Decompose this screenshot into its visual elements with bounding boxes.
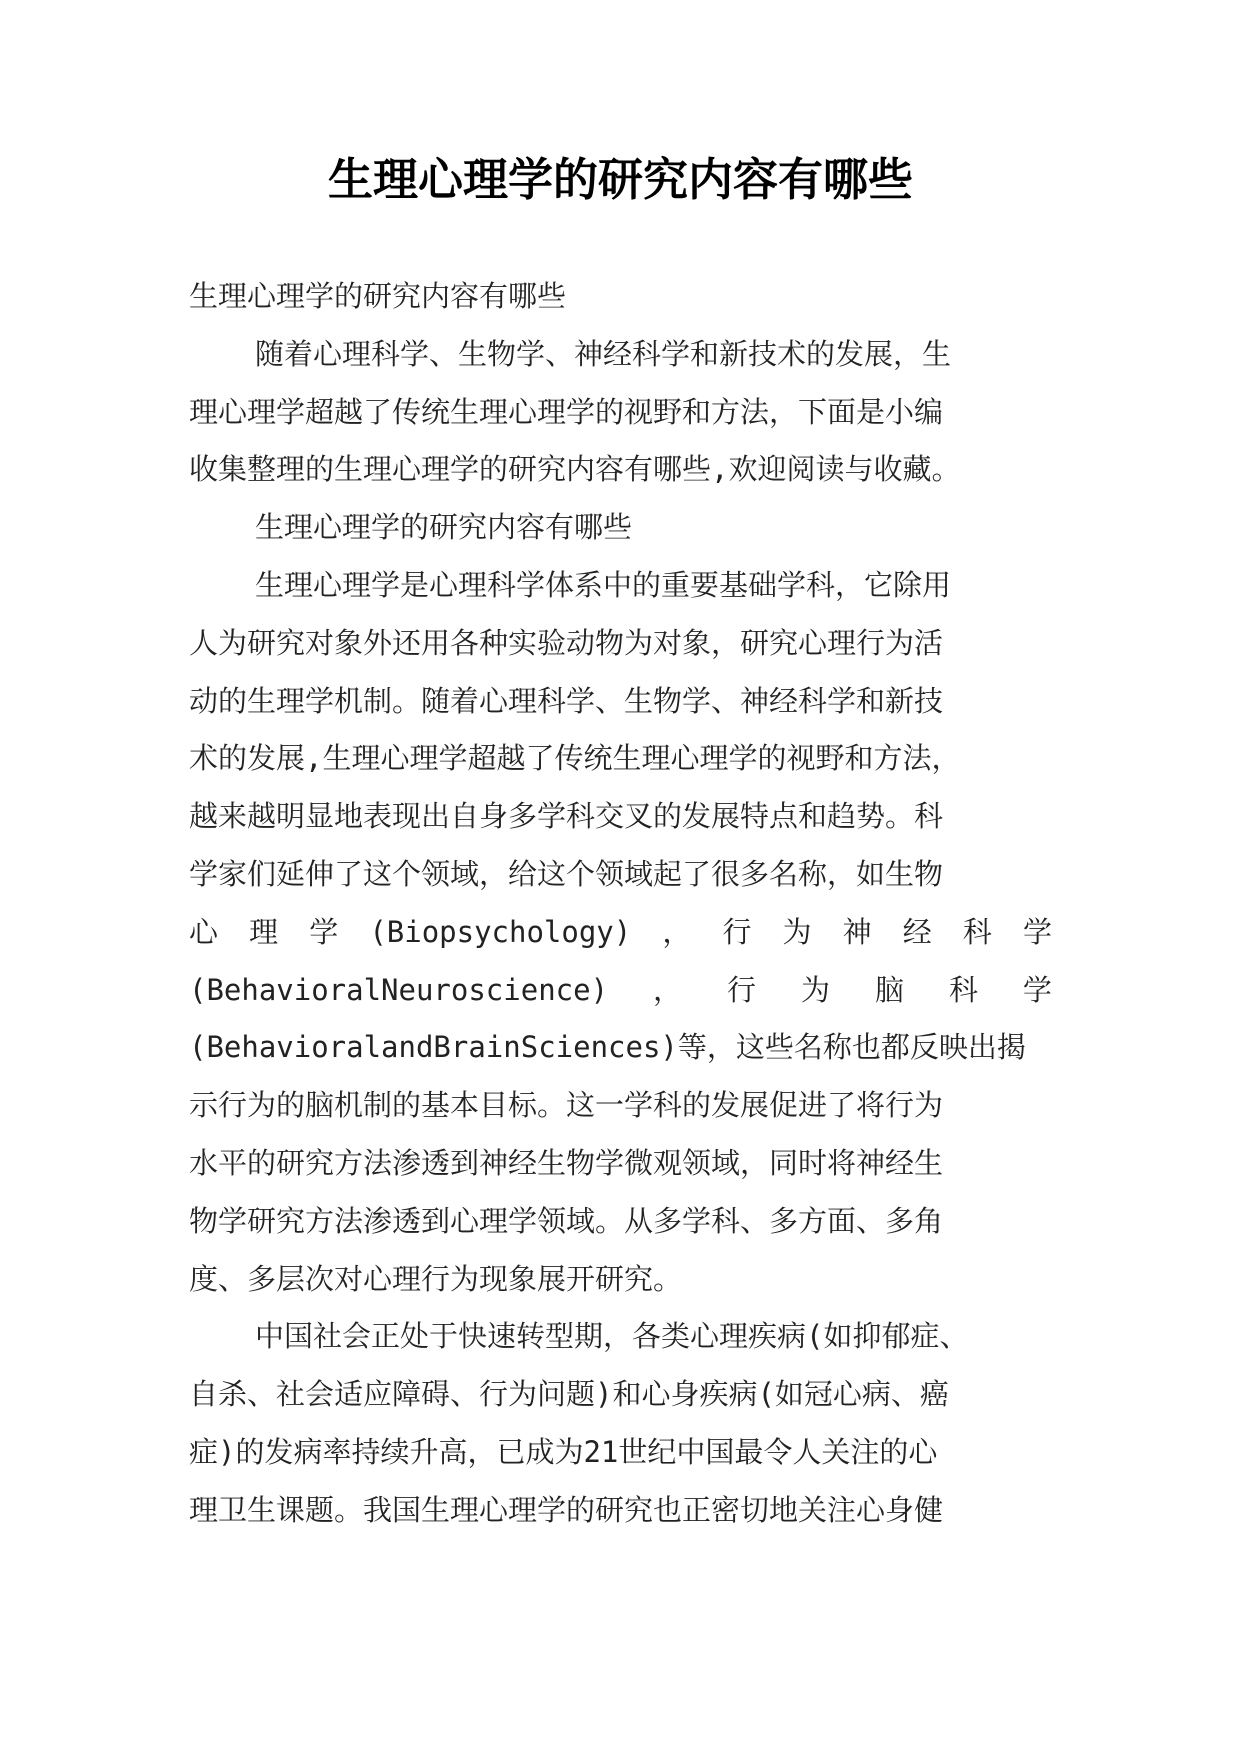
document-title: 生理心理学的研究内容有哪些 — [327, 153, 913, 206]
text-fragment: 为 — [800, 972, 830, 1007]
text-fragment: 神 — [842, 914, 872, 949]
text-fragment: ， — [653, 972, 683, 1007]
text-fragment: 科 — [962, 914, 992, 949]
text-fragment: 学 — [1022, 914, 1052, 949]
text-line: 理心理学超越了传统生理心理学的视野和方法，下面是小编 — [189, 394, 944, 429]
text-line: 生理心理学的研究内容有哪些 — [255, 510, 633, 545]
text-fragment: 学 — [309, 914, 339, 949]
text-line — [189, 904, 1052, 962]
text-line: 示行为的脑机制的基本目标。这一学科的发展促进了将行为 — [189, 1088, 944, 1123]
text-line — [189, 962, 1052, 1020]
text-line: 术的发展,生理心理学超越了传统生理心理学的视野和方法， — [189, 741, 961, 776]
text-line: 理卫生课题。我国生理心理学的研究也正密切地关注心身健 — [189, 1492, 944, 1527]
text-fragment: 科 — [948, 972, 978, 1007]
text-line: 中国社会正处于快速转型期，各类心理疾病(如抑郁症、 — [255, 1319, 969, 1354]
text-line: 收集整理的生理心理学的研究内容有哪些,欢迎阅读与收藏。 — [189, 452, 961, 487]
text-line: 物学研究方法渗透到心理学领域。从多学科、多方面、多角 — [189, 1203, 944, 1238]
text-line: 随着心理科学、生物学、神经科学和新技术的发展，生 — [255, 336, 952, 371]
text-fragment: 心 — [189, 914, 219, 949]
text-line: 越来越明显地表现出自身多学科交叉的发展特点和趋势。科 — [189, 799, 944, 834]
text-fragment: ， — [662, 914, 692, 949]
text-line: 症)的发病率持续升高，已成为21世纪中国最令人关注的心 — [189, 1434, 938, 1469]
text-fragment: 行 — [726, 972, 756, 1007]
text-line: (BehavioralandBrainSciences)等，这些名称也都反映出揭 — [189, 1030, 1026, 1065]
text-fragment: (Biopsychology) — [369, 914, 632, 949]
text-fragment: 脑 — [874, 972, 904, 1007]
text-line: 动的生理学机制。随着心理科学、生物学、神经科学和新技 — [189, 683, 944, 718]
text-line: 度、多层次对心理行为现象展开研究。 — [189, 1261, 683, 1296]
text-line: 生理心理学的研究内容有哪些 — [189, 279, 567, 313]
text-line: 生理心理学是心理科学体系中的重要基础学科，它除用 — [255, 567, 952, 602]
text-fragment: (BehavioralNeuroscience) — [189, 972, 609, 1007]
text-line: 水平的研究方法渗透到神经生物学微观领域，同时将神经生 — [189, 1145, 944, 1180]
text-fragment: 为 — [782, 914, 812, 949]
text-line: 人为研究对象外还用各种实验动物为对象，研究心理行为活 — [189, 625, 944, 660]
text-fragment: 行 — [722, 914, 752, 949]
text-fragment: 理 — [249, 914, 279, 949]
text-line: 自杀、社会适应障碍、行为问题)和心身疾病(如冠心病、癌 — [189, 1377, 949, 1412]
text-fragment: 经 — [902, 914, 932, 949]
text-fragment: 学 — [1022, 972, 1052, 1007]
document-body — [189, 268, 1052, 1540]
text-line: 学家们延伸了这个领域，给这个领域起了很多名称，如生物 — [189, 856, 944, 891]
